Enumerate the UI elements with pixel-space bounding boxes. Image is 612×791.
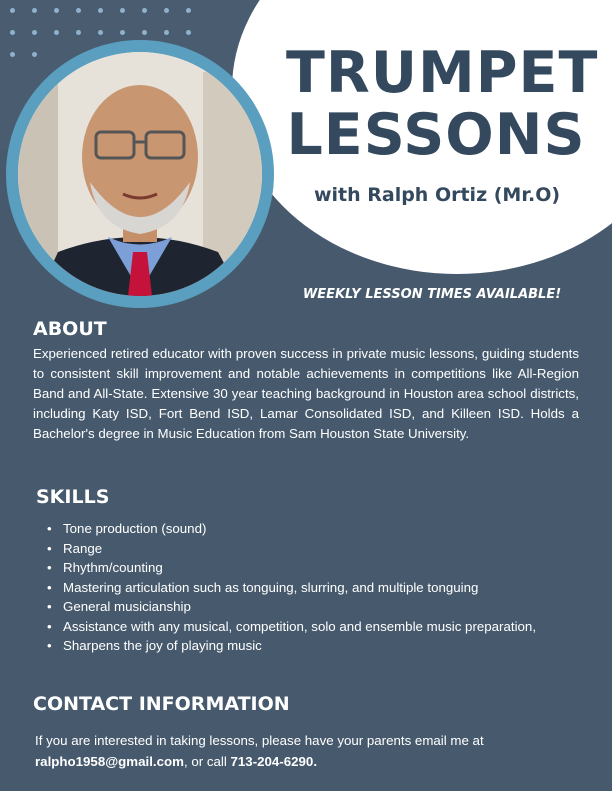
list-item: • Rhythm/counting xyxy=(47,558,567,578)
list-item: • Assistance with any musical, competition, solo and ensemble music preparation, xyxy=(47,617,567,637)
phone-number[interactable]: 713-204-6290 xyxy=(230,754,314,769)
contact-text xyxy=(35,730,595,772)
list-item: • Mastering articulation such as tonguing, slurring, and multiple tonguing xyxy=(47,578,567,598)
subtitle: with Ralph Ortiz (Mr.O) xyxy=(313,184,561,206)
portrait-frame xyxy=(6,40,274,308)
page-title xyxy=(286,40,599,168)
about-text: Experienced retired educator with proven success in private music lessons, guiding students to consistent skill improvement and notable achievements in competitions like All-Region Band and All-State. Extensive 30 year teaching background in Houston area school districts, including Katy ISD, Fort Bend ISD, Lamar Consolidated ISD, and Killeen ISD. Holds a Bachelor's degree in Music Education from Sam Houston State University. xyxy=(33,346,579,441)
list-item: • Tone production (sound) xyxy=(47,519,567,539)
skills-heading: SKILLS xyxy=(36,486,110,508)
about-heading: ABOUT xyxy=(33,318,107,340)
portrait-photo xyxy=(18,52,262,296)
list-item: • General musicianship xyxy=(47,597,567,617)
contact-end: . xyxy=(313,754,318,769)
contact-heading: CONTACT INFORMATION xyxy=(33,693,290,715)
list-item: • Range xyxy=(47,539,567,559)
contact-intro: If you are interested in taking lessons, please have your parents email me at xyxy=(35,733,484,748)
email-link[interactable]: ralpho1958@gmail.com xyxy=(35,754,184,769)
weekly-availability: WEEKLY LESSON TIMES AVAILABLE! xyxy=(302,287,562,302)
contact-middle: , or call xyxy=(183,754,231,769)
list-item: • Sharpens the joy of playing music xyxy=(47,636,567,656)
title-line-2: LESSONS xyxy=(286,102,586,168)
portrait-illustration xyxy=(18,52,262,296)
skills-list xyxy=(47,519,567,656)
title-line-1: TRUMPET xyxy=(286,40,599,106)
